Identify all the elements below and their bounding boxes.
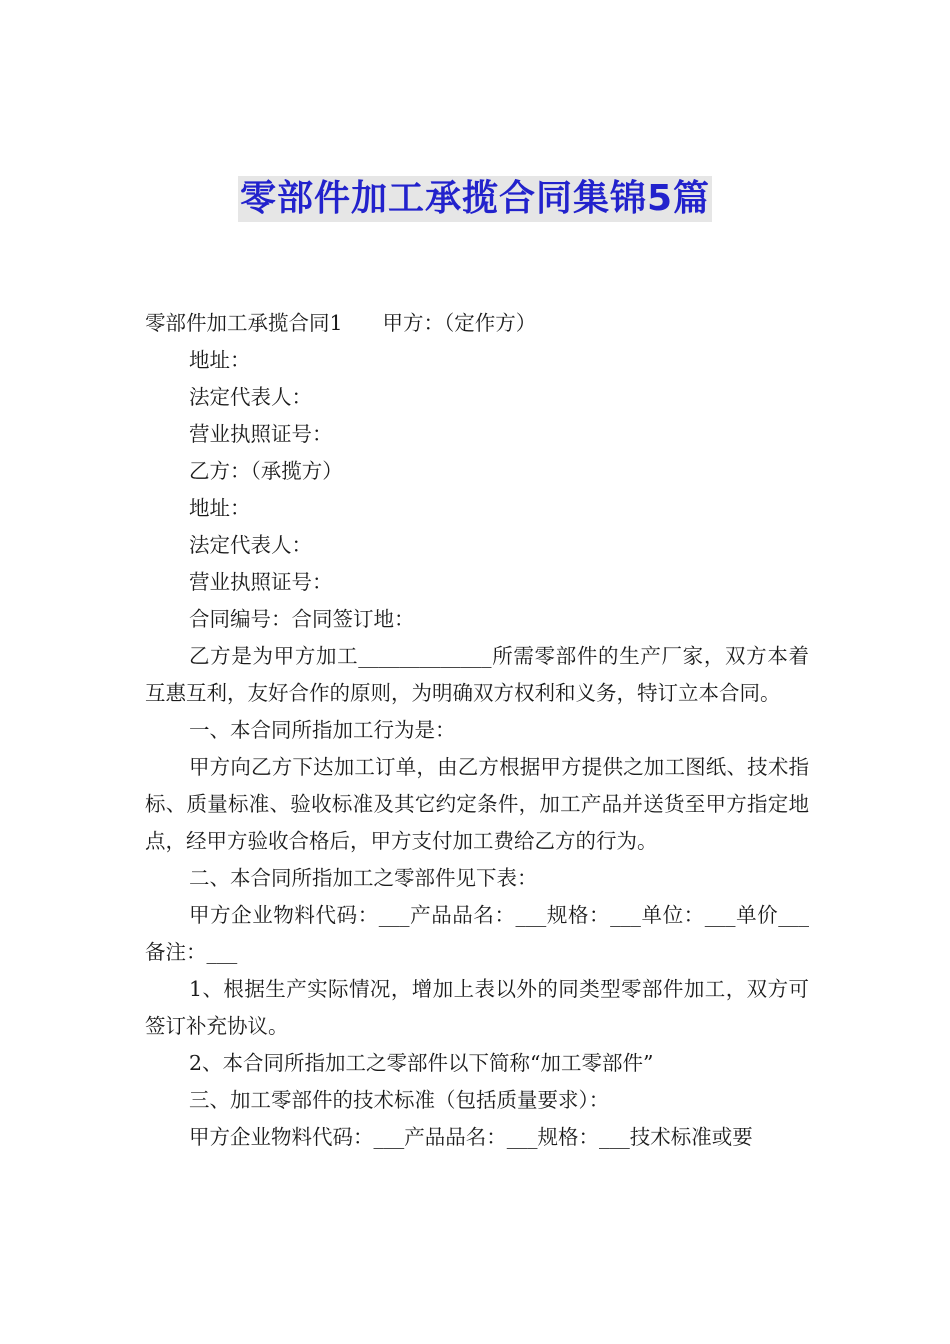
party-b-legal-rep: 法定代表人： xyxy=(189,533,312,557)
party-b-label: 乙方：（承揽方） xyxy=(189,459,343,483)
party-a-legal-rep: 法定代表人： xyxy=(189,385,312,409)
party-b-license: 营业执照证号： xyxy=(189,570,333,594)
party-a-address: 地址： xyxy=(189,348,251,372)
contract-name: 零部件加工承揽合同1 xyxy=(145,311,343,335)
preamble-paragraph: 乙方是为甲方加工_____________所需零部件的生产厂家，双方本着互惠互利，友好合作的原则，为明确双方权利和义务，特订立本合同。 xyxy=(145,644,809,705)
party-a-license: 营业执照证号： xyxy=(189,422,333,446)
clause-2-2: 2、本合同所指加工之零部件以下简称“加工零部件” xyxy=(189,1051,654,1075)
section-1-heading: 一、本合同所指加工行为是： xyxy=(189,718,456,742)
contract-number-place: 合同编号：合同签订地： xyxy=(189,607,415,631)
section-3-heading: 三、加工零部件的技术标准（包括质量要求）： xyxy=(189,1088,610,1112)
clause-2-1: 1、根据生产实际情况，增加上表以外的同类型零部件加工，双方可签订补充协议。 xyxy=(145,977,809,1038)
section-2-heading: 二、本合同所指加工之零部件见下表： xyxy=(189,866,538,890)
contract-heading-line xyxy=(145,305,809,342)
tech-standard-fields: 甲方企业物料代码：___产品品名：___规格：___技术标准或要 xyxy=(189,1125,753,1149)
party-b-address: 地址： xyxy=(189,496,251,520)
document-body xyxy=(145,305,809,1156)
party-a-label: 甲方：（定作方） xyxy=(382,311,537,335)
section-1-paragraph: 甲方向乙方下达加工订单，由乙方根据甲方提供之加工图纸、技术指标、质量标准、验收标准及其它约定条件，加工产品并送货至甲方指定地点，经甲方验收合格后，甲方支付加工费给乙方的行为。 xyxy=(145,755,809,853)
document-title: 零部件加工承揽合同集锦5篇 xyxy=(238,176,712,222)
title-container xyxy=(0,176,950,222)
parts-table-fields: 甲方企业物料代码：___产品品名：___规格：___单位：___单价___备注：___ xyxy=(145,903,809,964)
